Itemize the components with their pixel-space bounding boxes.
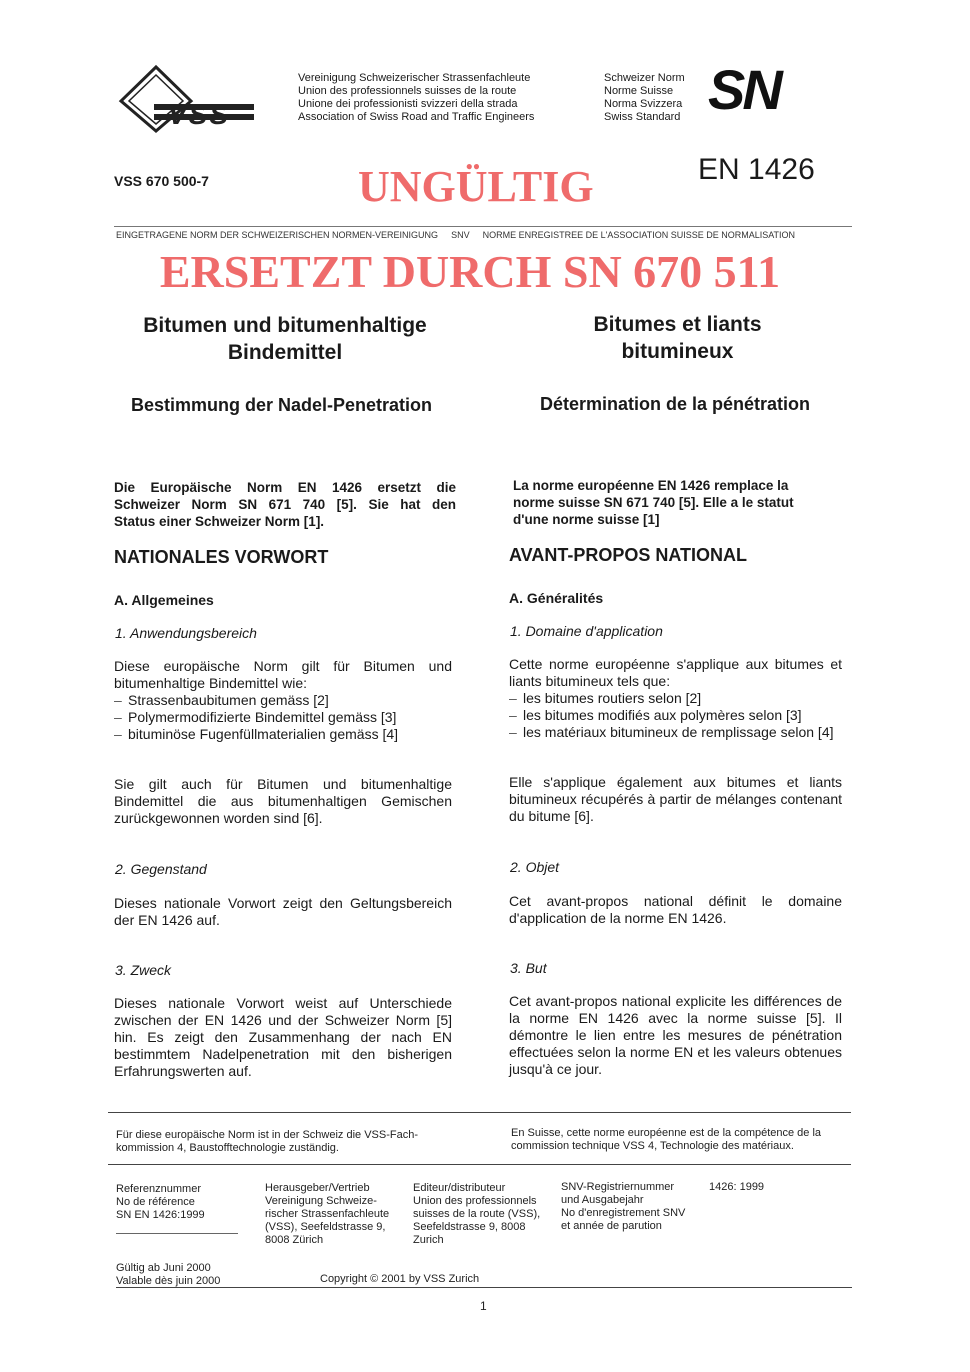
intro-fr xyxy=(513,477,843,528)
title-de xyxy=(110,312,460,366)
title-fr xyxy=(510,311,845,365)
list-item: – les bitumes modifiés aux polymères selon [3] xyxy=(509,707,842,724)
registered-snv: SNV xyxy=(451,230,470,240)
s2-heading-de: 2. Gegenstand xyxy=(115,861,207,877)
ref-label-fr: No de référence xyxy=(116,1196,195,1208)
s2-heading-fr: 2. Objet xyxy=(510,859,560,875)
s1-text2-de: Sie gilt auch für Bitumen und bitumenhaltige Bindemittel die aus bitumenhaltigen Gemischen zurückgewonnen worden sind [6]. xyxy=(114,776,452,826)
section-a-fr: A. Généralités xyxy=(509,590,604,606)
s1-text-fr: Cette norme européenne s'applique aux bitumes et liants bitumineux tels que: xyxy=(509,656,842,689)
title-de-line1: Bitumen und bitumenhaltige xyxy=(143,314,427,337)
doc-number: VSS 670 500-7 xyxy=(114,173,209,189)
list-item: – Polymermodifizierte Bindemittel gemäss [3] xyxy=(114,709,452,726)
page-number: 1 xyxy=(480,1299,487,1313)
association-en: Association of Swiss Road and Traffic Engineers xyxy=(298,111,535,123)
s1-list-de xyxy=(114,692,452,743)
snv-reg-line: und Ausgabejahr xyxy=(561,1194,644,1206)
validity xyxy=(116,1262,220,1288)
s3-heading-fr: 3. But xyxy=(510,960,547,976)
ref-rule xyxy=(116,1233,238,1234)
swiss-standard-fr: Norme Suisse xyxy=(604,85,674,97)
publisher-de-line: (VSS), Seefeldstrasse 9, xyxy=(265,1221,386,1233)
publisher-de xyxy=(265,1182,389,1247)
copyright: Copyright © 2001 by VSS Zurich xyxy=(320,1273,480,1285)
publisher-fr-line: suisses de la route (VSS), xyxy=(413,1208,541,1220)
ref-label-de: Referenznummer xyxy=(116,1183,201,1195)
s2-text-fr: Cet avant-propos national définit le domaine d'application de la norme EN 1426. xyxy=(509,893,842,926)
intro-fr-line1: La norme européenne EN 1426 remplace la xyxy=(513,478,789,493)
publisher-de-line: Vereinigung Schweize- xyxy=(265,1195,377,1207)
valid-de: Gültig ab Juni 2000 xyxy=(116,1262,211,1274)
responsibility-fr-line2: commission technique VSS 4, Technologie des matériaux. xyxy=(511,1140,794,1152)
publisher-de-line: Herausgeber/Vertrieb xyxy=(265,1182,370,1194)
publisher-fr-line: Zurich xyxy=(413,1234,444,1246)
responsibility-fr xyxy=(511,1127,821,1153)
vss-logo xyxy=(118,64,263,134)
s3-heading-de: 3. Zweck xyxy=(115,962,172,978)
intro-de-line2: Schweizer Norm SN 671 740 [5]. Sie hat den xyxy=(114,497,456,512)
header-rule xyxy=(114,226,852,227)
s1-text-de: Diese europäische Norm gilt für Bitumen und bitumenhaltige Bindemittel wie: xyxy=(114,658,452,691)
footer-rule-bottom xyxy=(116,1287,852,1288)
s3-text-fr: Cet avant-propos national explicite les différences de la norme EN 1426 avec la norme suisse [5]. Il démontre le lien entre les mesures de pénétration effectuées selon la norme EN et les valeurs obtenues jusqu'à ce jour. xyxy=(509,993,842,1077)
swiss-standard-names xyxy=(604,72,685,124)
responsibility-de xyxy=(116,1129,418,1155)
publisher-de-line: rischer Strassenfachleute xyxy=(265,1208,390,1220)
snv-reg-line: No d'enregistrement SNV xyxy=(561,1207,686,1219)
title-fr-line2: bitumineux xyxy=(621,340,734,363)
title-fr-line1: Bitumes et liants xyxy=(593,313,762,336)
intro-fr-line3: d'une norme suisse [1] xyxy=(513,512,660,527)
ref-value: SN EN 1426:1999 xyxy=(116,1209,205,1221)
subtitle-fr: Détermination de la pénétration xyxy=(539,394,811,414)
invalid-stamp: UNGÜLTIG xyxy=(358,162,594,211)
en-number: EN 1426 xyxy=(698,153,815,186)
vss-logo-text: VSS xyxy=(168,99,231,130)
list-item: – bituminöse Fugenfüllmaterialien gemäss [4] xyxy=(114,726,452,743)
s1-text2-fr: Elle s'applique également aux bitumes et liants bitumineux récupérés à partir de mélanges contenant du bitume [6]. xyxy=(509,774,842,824)
snv-registration xyxy=(561,1181,685,1233)
registration-value: 1426: 1999 xyxy=(709,1181,765,1193)
intro-fr-line2: norme suisse SN 671 740 [5]. Elle a le statut xyxy=(513,495,794,510)
s1-heading-fr: 1. Domaine d'application xyxy=(510,623,663,639)
responsibility-fr-line1: En Suisse, cette norme européenne est de la compétence de la xyxy=(511,1127,822,1139)
registered-line xyxy=(116,230,852,240)
snv-reg-line: SNV-Registriernummer xyxy=(561,1181,675,1193)
responsibility-de-line1: Für diese europäische Norm ist in der Schweiz die VSS-Fach- xyxy=(116,1129,419,1141)
s1-heading-de: 1. Anwendungsbereich xyxy=(115,625,257,641)
title-de-line2: Bindemittel xyxy=(227,341,343,364)
association-de: Vereinigung Schweizerischer Strassenfachleute xyxy=(298,72,531,84)
subtitle-de: Bestimmung der Nadel-Penetration xyxy=(130,395,433,415)
registered-de: EINGETRAGENE NORM DER SCHWEIZERISCHEN NORMEN-VEREINIGUNG xyxy=(116,230,439,240)
valid-fr: Valable dès juin 2000 xyxy=(116,1275,221,1287)
list-item: – les matériaux bitumineux de remplissage selon [4] xyxy=(509,724,842,741)
association-fr: Union des professionnels suisses de la route xyxy=(298,85,517,97)
snv-reg-line: et année de parution xyxy=(561,1220,662,1232)
preface-heading-de: NATIONALES VORWORT xyxy=(114,547,329,567)
swiss-standard-it: Norma Svizzera xyxy=(604,98,683,110)
section-a-de: A. Allgemeines xyxy=(114,592,214,608)
list-item: – Strassenbaubitumen gemäss [2] xyxy=(114,692,452,709)
publisher-fr-line: Union des professionnels xyxy=(413,1195,537,1207)
association-it: Unione dei professionisti svizzeri della strada xyxy=(298,98,518,110)
swiss-standard-de: Schweizer Norm xyxy=(604,72,685,84)
registered-fr: NORME ENREGISTREE DE L'ASSOCIATION SUISSE DE NORMALISATION xyxy=(482,230,796,240)
reference-number xyxy=(116,1183,205,1222)
replaced-stamp: ERSETZT DURCH SN 670 511 xyxy=(159,246,781,297)
intro-de-line1: Die Europäische Norm EN 1426 ersetzt die xyxy=(114,480,456,495)
s3-text-de: Dieses nationale Vorwort weist auf Unterschiede zwischen der EN 1426 und der Schweizer Norm [5] hin. Es zeigt den Zusammenhang der nach EN bestimmtem Nadelpenetration mit den bisherigen Erfahrungswerten auf. xyxy=(114,995,452,1079)
publisher-fr-line: Seefeldstrasse 9, 8008 xyxy=(413,1221,526,1233)
s1-list-fr xyxy=(509,690,842,741)
footer-rule-mid xyxy=(108,1164,851,1165)
footer-rule-top xyxy=(108,1112,851,1113)
list-item: – les bitumes routiers selon [2] xyxy=(509,690,842,707)
association-names xyxy=(298,72,534,124)
intro-de xyxy=(114,479,456,530)
sn-logo: SN xyxy=(708,58,780,121)
swiss-standard-en: Swiss Standard xyxy=(604,111,681,123)
publisher-de-line: 8008 Zürich xyxy=(265,1234,324,1246)
publisher-fr-line: Editeur/distributeur xyxy=(413,1182,506,1194)
publisher-fr xyxy=(413,1182,540,1247)
responsibility-de-line2: kommission 4, Baustofftechnologie zuständig. xyxy=(116,1142,339,1154)
preface-heading-fr: AVANT-PROPOS NATIONAL xyxy=(509,545,747,565)
intro-de-line3: Status einer Schweizer Norm [1]. xyxy=(114,514,325,529)
s2-text-de: Dieses nationale Vorwort zeigt den Geltungsbereich der EN 1426 auf. xyxy=(114,895,452,928)
